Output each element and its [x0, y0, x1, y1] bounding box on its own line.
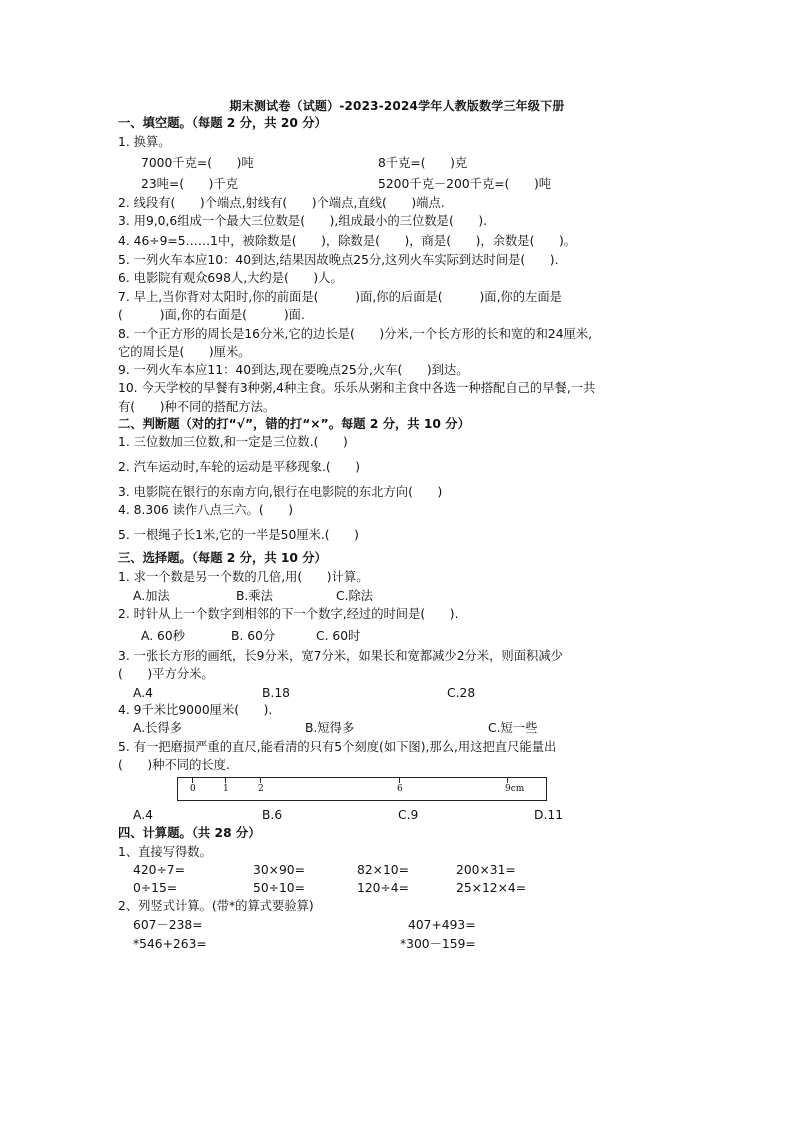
question-2: 2. 线段有( )个端点,射线有( )个端点,直线( )端点. [118, 196, 445, 210]
choice-5-option-b: B.6 [262, 808, 283, 822]
mental-calc-item: 420÷7= [133, 863, 185, 877]
mental-calc-item: 0÷15= [133, 881, 178, 895]
vertical-calc-item: *546+263= [133, 937, 207, 951]
mental-calc-item: 30×90= [253, 863, 305, 877]
page-title: 期末测试卷（试题）-2023-2024学年人教版数学三年级下册 [229, 99, 565, 113]
ruler-label: 9cm [505, 784, 525, 794]
choice-5-option-a: A.4 [133, 808, 153, 822]
conversion-b: 8千克=( )克 [378, 156, 468, 170]
tf-question-5: 5. 一根绳子长1米,它的一半是50厘米.( ) [118, 528, 359, 542]
direct-answer-prompt: 1、直接写得数。 [118, 845, 212, 859]
choice-question-1: 1. 求一个数是另一个数的几倍,用( )计算。 [118, 570, 369, 584]
question-6: 6. 电影院有观众698人,大约是( )人。 [118, 271, 343, 285]
section-fill-blank-header: 一、填空题。（每题 2 分，共 20 分） [118, 116, 327, 130]
ruler-tick [260, 777, 261, 783]
ruler-label: 6 [397, 784, 403, 794]
tf-question-3: 3. 电影院在银行的东南方向,银行在电影院的东北方向( ) [118, 485, 443, 499]
question-1: 1. 换算。 [118, 135, 171, 149]
question-5: 5. 一列火车本应10：40到达,结果因故晚点25分,这列火车实际到达时间是( ). [118, 253, 559, 267]
conversion-c: 23吨=( )千克 [141, 177, 239, 191]
section-true-false-header: 二、判断题（对的打“√”，错的打“×”。每题 2 分，共 10 分） [118, 417, 470, 431]
question-9: 9. 一列火车本应11：40到达,现在要晚点25分,火车( )到达。 [118, 363, 469, 377]
choice-5-option-c: C.9 [398, 808, 419, 822]
choice-3-option-a: A.4 [133, 686, 153, 700]
choice-3-option-c: C.28 [447, 686, 476, 700]
choice-4-option-a: A.长得多 [133, 721, 182, 735]
vertical-calc-prompt: 2、列竖式计算。(带*的算式要验算) [118, 899, 314, 913]
choice-3-option-b: B.18 [262, 686, 290, 700]
choice-2-option-a: A. 60秒 [141, 629, 185, 643]
mental-calc-item: 50÷10= [253, 881, 305, 895]
choice-4-option-b: B.短得多 [305, 721, 355, 735]
conversion-a: 7000千克=( )吨 [141, 156, 254, 170]
mental-calc-item: 200×31= [456, 863, 516, 877]
conversion-d: 5200千克－200千克=( )吨 [378, 177, 552, 191]
tf-question-1: 1. 三位数加三位数,和一定是三位数.( ) [118, 435, 348, 449]
choice-question-5-line-1: 5. 有一把磨损严重的直尺,能看清的只有5个刻度(如下图),那么,用这把直尺能量出 [118, 740, 557, 754]
choice-2-option-c: C. 60时 [316, 629, 361, 643]
ruler-label: 1 [223, 784, 229, 794]
choice-question-4: 4. 9千米比9000厘米( ). [118, 703, 273, 717]
choice-2-option-b: B. 60分 [231, 629, 276, 643]
choice-question-2: 2. 时针从上一个数字到相邻的下一个数字,经过的时间是( ). [118, 607, 459, 621]
ruler-label: 2 [258, 784, 264, 794]
vertical-calc-item: 607－238= [133, 918, 203, 932]
ruler-tick [192, 777, 193, 783]
choice-4-option-c: C.短一些 [488, 721, 538, 735]
choice-1-option-c: C.除法 [336, 589, 374, 603]
question-3: 3. 用9,0,6组成一个最大三位数是( ),组成最小的三位数是( ). [118, 214, 488, 228]
choice-1-option-a: A.加法 [133, 589, 170, 603]
question-8-line-1: 8. 一个正方形的周长是16分米,它的边长是( )分米,一个长方形的长和宽的和24厘米, [118, 327, 593, 341]
mental-calc-item: 82×10= [357, 863, 409, 877]
question-7-line-2: ( )面,你的右面是( )面. [118, 308, 305, 322]
choice-question-3-line-1: 3. 一张长方形的画纸，长9分米，宽7分米，如果长和宽都减少2分米，则面积减少 [118, 649, 563, 663]
vertical-calc-item: 407+493= [408, 918, 476, 932]
ruler-label: 0 [190, 784, 196, 794]
ruler-tick [507, 777, 508, 783]
vertical-calc-item: *300－159= [400, 937, 476, 951]
question-10-line-2: 有( )种不同的搭配方法。 [118, 400, 276, 414]
ruler-tick [399, 777, 400, 783]
mental-calc-item: 25×12×4= [456, 881, 527, 895]
section-choice-header: 三、选择题。（每题 2 分，共 10 分） [118, 551, 327, 565]
tf-question-4: 4. 8.306 读作八点三六。( ) [118, 503, 294, 517]
tf-question-2: 2. 汽车运动时,车轮的运动是平移现象.( ) [118, 460, 361, 474]
ruler-tick [225, 777, 226, 783]
choice-1-option-b: B.乘法 [236, 589, 273, 603]
worn-ruler [177, 777, 547, 801]
question-10-line-1: 10. 今天学校的早餐有3种粥,4种主食。乐乐从粥和主食中各选一种搭配自己的早餐,一共 [118, 381, 596, 395]
section-calculation-header: 四、计算题。（共 28 分） [118, 826, 261, 840]
question-7-line-1: 7. 早上,当你背对太阳时,你的前面是( )面,你的后面是( )面,你的左面是 [118, 290, 562, 304]
choice-question-5-line-2: ( )种不同的长度. [118, 758, 230, 772]
choice-question-3-line-2: ( )平方分米。 [118, 667, 214, 681]
question-8-line-2: 它的周长是( )厘米。 [118, 345, 251, 359]
question-4: 4. 46÷9=5……1中，被除数是( )，除数是( )，商是( )，余数是( )。 [118, 234, 577, 248]
choice-5-option-d: D.11 [534, 808, 564, 822]
mental-calc-item: 120÷4= [357, 881, 409, 895]
